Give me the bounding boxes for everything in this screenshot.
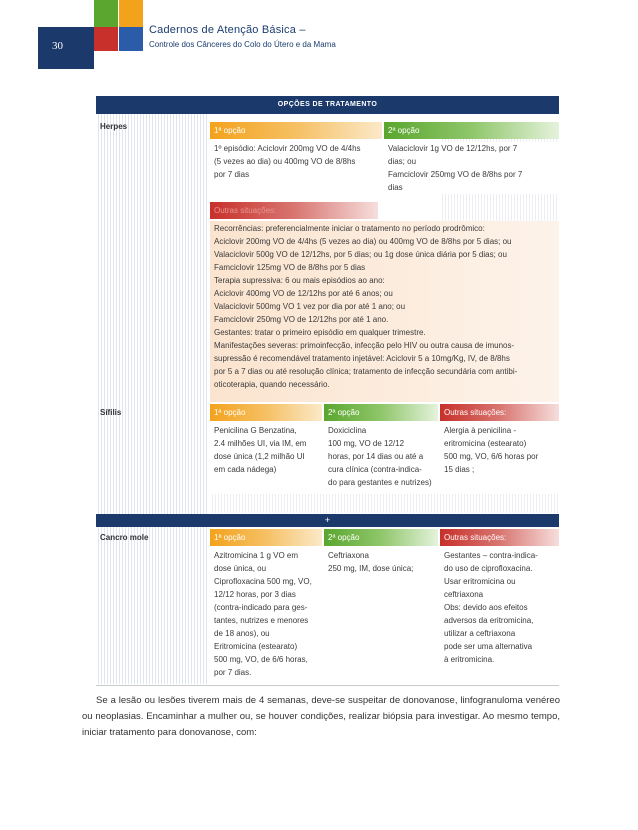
cancro-opt1-line: Eritromicina (estearato) [214, 642, 298, 651]
cancro-opt3-line: Gestantes – contra-indica- [444, 551, 538, 560]
cancro-option2-text [328, 549, 438, 575]
page-number: 30 [52, 40, 63, 52]
cancro-opt3-line: à eritromicina. [444, 655, 495, 664]
cancro-opt3-line: Usar eritromicina ou [444, 577, 516, 586]
header-subtitle: Controle dos Cânceres do Colo do Útero e da Mama [149, 40, 336, 49]
table-bottom-rule [96, 685, 559, 686]
sifilis-opt3-line: Alergia à penicilina - [444, 426, 517, 435]
herpes-opt2-line: Famciclovir 250mg VO de 8/8hs por 7 [388, 170, 523, 179]
cancro-opt1-line: Azitromicina 1 g VO em [214, 551, 299, 560]
cancro-opt1-line: tantes, nutrizes e menores [214, 616, 309, 625]
cancro-opt1-line: Ciprofloxacina 500 mg, VO, [214, 577, 312, 586]
row-label-sifilis: Sífilis [100, 408, 122, 417]
sifilis-option3-header: Outras situações: [440, 404, 559, 421]
sifilis-option1-header: 1ª opção [210, 404, 322, 421]
cancro-opt3-line: Obs: devido aos efeitos [444, 603, 528, 612]
herpes-obs-line: por 5 a 7 dias ou até resolução clínica; tratamento de infecção secundária com antibi- [214, 367, 518, 376]
sifilis-opt2-line: 100 mg, VO de 12/12 [328, 439, 405, 448]
header-block-orange [119, 0, 143, 27]
herpes-obs-line: Manifestações severas: primoinfecção, infecção pelo HIV ou outra causa de imunos- [214, 341, 515, 350]
cancro-opt3-line: adversos da eritromicina, [444, 616, 534, 625]
herpes-other-text [214, 222, 558, 391]
herpes-option1-header: 1ª opção [210, 122, 382, 139]
herpes-other-header: Outras situações: [210, 202, 378, 219]
herpes-opt1-line: por 7 dias [214, 170, 250, 179]
cancro-option2-header: 2ª opção [324, 529, 438, 546]
herpes-option2-header: 2ª opção [384, 122, 559, 139]
sifilis-option2-text [328, 424, 438, 489]
herpes-obs-line: Valaciclovir 500g VO de 12/12hs, por 5 dias; ou 1g dose única diária por 5 dias; ou [214, 250, 507, 259]
sifilis-opt1-line: 2.4 milhões UI, via IM, em [214, 439, 307, 448]
cancro-opt1-line: por 7 dias. [214, 668, 252, 677]
sifilis-opt1-line: dose única (1,2 milhão UI [214, 452, 305, 461]
cancro-opt1-line: 500 mg, VO, de 6/6 horas, [214, 655, 308, 664]
table-title: OPÇÕES DE TRATAMENTO [96, 96, 559, 114]
sifilis-opt2-line: horas, por 14 dias ou até a [328, 452, 424, 461]
sifilis-opt1-line: Penicilina G Benzatina, [214, 426, 297, 435]
sifilis-option1-text [214, 424, 322, 476]
herpes-obs-line: Famciclovir 125mg VO de 8/8hs por 5 dias [214, 263, 366, 272]
body-paragraph: Se a lesão ou lesões tiverem mais de 4 semanas, deve-se suspeitar de donovanose, linfogranuloma venéreo ou neoplasias. Encaminhar a mulher ou, se houver condições, realizar biópsia para investigar. Ao mesmo tempo, iniciar tratamento para donovanose, com: [82, 695, 560, 738]
herpes-opt1-line: (5 vezes ao dia) ou 400mg VO de 8/8hs [214, 157, 356, 166]
row-label-cancro-mole: Cancro mole [100, 533, 149, 542]
herpes-opt2-line: Valaciclovir 1g VO de 12/12hs, por 7 [388, 144, 518, 153]
cancro-option3-text [444, 549, 558, 666]
herpes-opt2-line: dias [388, 183, 403, 192]
herpes-opt1-line: 1º episódio: Aciclovir 200mg VO de 4/4hs [214, 144, 361, 153]
header-title: Cadernos de Atenção Básica – [149, 24, 306, 36]
herpes-opt2-line: dias; ou [388, 157, 417, 166]
table-separator-plus: + [96, 514, 559, 527]
header-block-blue [119, 27, 143, 51]
herpes-obs-line: Terapia supressiva: 6 ou mais episódios ao ano: [214, 276, 385, 285]
cancro-opt1-line: (contra-indicado para ges- [214, 603, 308, 612]
herpes-option1-text [214, 142, 382, 181]
header-block-green [94, 0, 118, 27]
sifilis-opt3-line: 15 dias ; [444, 465, 475, 474]
herpes-obs-line: supressão é recomendável tratamento injetável: Aciclovir 5 a 10mg/Kg, IV, de 8/8hs [214, 354, 510, 363]
herpes-obs-line: Gestantes: tratar o primeiro episódio em qualquer trimestre. [214, 328, 426, 337]
cancro-option1-header: 1ª opção [210, 529, 322, 546]
cancro-opt1-line: 12/12 horas, por 3 dias [214, 590, 296, 599]
herpes-obs-line: Famciclovir 250mg VO de 12/12hs por até 1 ano. [214, 315, 389, 324]
cancro-opt1-line: de 18 anos), ou [214, 629, 270, 638]
sifilis-opt3-line: eritromicina (estearato) [444, 439, 527, 448]
herpes-obs-line: Recorrências: preferencialmente iniciar o tratamento no período prodrômico: [214, 224, 485, 233]
cancro-opt3-line: do uso de ciprofloxacina. [444, 564, 533, 573]
sifilis-option3-text [444, 424, 558, 476]
cancro-option1-text [214, 549, 322, 679]
cancro-opt2-line: Ceftriaxona [328, 551, 369, 560]
cancro-opt2-line: 250 mg, IM, dose única; [328, 564, 414, 573]
herpes-obs-line: Aciclovir 200mg VO de 4/4hs (5 vezes ao dia) ou 400mg VO de 8/8hs por 5 dias; ou [214, 237, 512, 246]
content-stripes-sifilis [210, 494, 559, 513]
header-block-red [94, 27, 118, 51]
cancro-option3-header: Outras situações: [440, 529, 559, 546]
cancro-opt1-line: dose única, ou [214, 564, 267, 573]
sifilis-opt2-line: do para gestantes e nutrizes) [328, 478, 432, 487]
sifilis-opt2-line: cura clínica (contra-indica- [328, 465, 422, 474]
herpes-obs-line: Aciclovir 400mg VO de 12/12hs por até 6 anos; ou [214, 289, 393, 298]
label-column-stripes [96, 114, 208, 684]
cancro-opt3-line: pode ser uma alternativa [444, 642, 533, 651]
herpes-obs-line: Valaciclovir 500mg VO 1 vez por dia por até 1 ano; ou [214, 302, 406, 311]
sifilis-opt3-line: 500 mg, VO, 6/6 horas por [444, 452, 539, 461]
sifilis-opt2-line: Doxiciclina [328, 426, 367, 435]
sifilis-opt1-line: em cada nádega) [214, 465, 277, 474]
cancro-opt3-line: ceftriaxona [444, 590, 484, 599]
sifilis-option2-header: 2ª opção [324, 404, 438, 421]
herpes-obs-line: oticoterapia, quando necessário. [214, 380, 330, 389]
cancro-opt3-line: utilizar a ceftriaxona [444, 629, 516, 638]
herpes-option2-text [388, 142, 558, 194]
row-label-herpes: Herpes [100, 122, 128, 131]
header-block-navy [38, 27, 94, 69]
